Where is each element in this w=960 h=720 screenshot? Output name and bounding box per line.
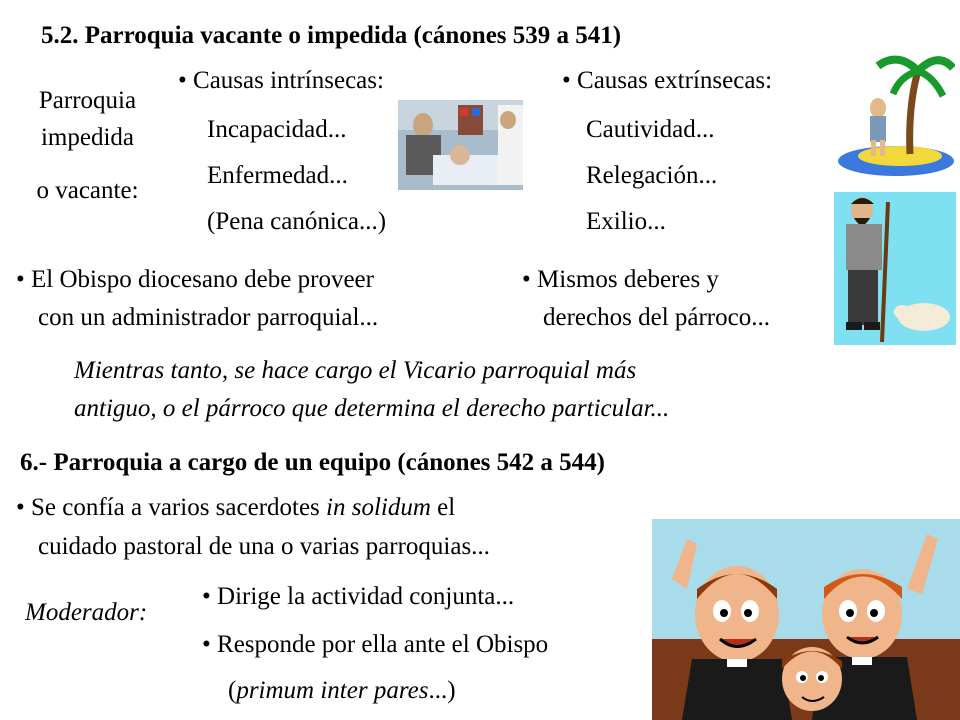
extrinsic-item: Cautividad...	[586, 116, 715, 143]
bullet: •	[16, 494, 25, 521]
priests-team-clipart	[652, 519, 960, 720]
bishop-line2: con un administrador parroquial...	[38, 304, 379, 331]
primum-close: ...)	[428, 677, 456, 704]
island-castaway-clipart	[838, 46, 955, 176]
intrinsic-item: Enfermedad...	[207, 162, 348, 189]
entrust-in-solidum: in solidum	[326, 494, 431, 521]
duties-line1-text: Mismos deberes y	[537, 266, 719, 293]
extrinsic-causes-title-text: Causas extrínsecas:	[577, 67, 773, 94]
entrust-prefix: Se confía a varios sacerdotes	[31, 494, 327, 521]
bullet: •	[16, 266, 25, 293]
shepherd-clipart	[834, 192, 956, 345]
intrinsic-causes-title	[178, 68, 384, 93]
bullet: •	[562, 67, 571, 94]
bullet: •	[178, 67, 187, 94]
extrinsic-causes-title	[562, 68, 772, 93]
duties-line2: derechos del párroco...	[543, 304, 770, 331]
bullet: •	[202, 631, 211, 658]
moderator-item	[202, 632, 548, 657]
moderator-item	[202, 584, 514, 609]
side-label-line2: impedida	[40, 124, 135, 151]
bishop-line1-text: El Obispo diocesano debe proveer	[31, 266, 374, 293]
section-heading-vacant-parish: 5.2. Parroquia vacante o impedida (cánones 539 a 541)	[41, 22, 622, 49]
primum-italic: primum inter pares	[236, 677, 429, 704]
moderator-item-text: Dirige la actividad conjunta...	[217, 583, 515, 610]
intrinsic-item: Incapacidad...	[207, 116, 347, 143]
entrust-line2: cuidado pastoral de una o varias parroquias...	[38, 533, 490, 560]
intrinsic-item: (Pena canónica...)	[207, 208, 387, 235]
meanwhile-line2: antiguo, o el párroco que determina el derecho particular...	[74, 395, 670, 422]
primum-inter-pares	[228, 678, 456, 703]
primum-open: (	[228, 677, 237, 704]
side-label-line1: Parroquia	[38, 87, 137, 114]
moderator-item-text: Responde por ella ante el Obispo	[217, 631, 549, 658]
bishop-line1	[16, 267, 374, 292]
entrust-suffix: el	[430, 494, 456, 521]
intrinsic-causes-title-text: Causas intrínsecas:	[193, 67, 384, 94]
bullet: •	[202, 583, 211, 610]
bullet: •	[522, 266, 531, 293]
side-label-line3: o vacante:	[36, 177, 139, 204]
duties-line1	[522, 267, 719, 292]
entrust-line1	[16, 495, 455, 520]
extrinsic-item: Relegación...	[586, 162, 718, 189]
meanwhile-line1: Mientras tanto, se hace cargo el Vicario parroquial más	[74, 357, 637, 384]
hospital-photo	[398, 100, 523, 190]
section-heading-team-parish: 6.- Parroquia a cargo de un equipo (cánones 542 a 544)	[20, 449, 605, 476]
moderator-label: Moderador:	[25, 599, 148, 626]
extrinsic-item: Exilio...	[586, 208, 666, 235]
